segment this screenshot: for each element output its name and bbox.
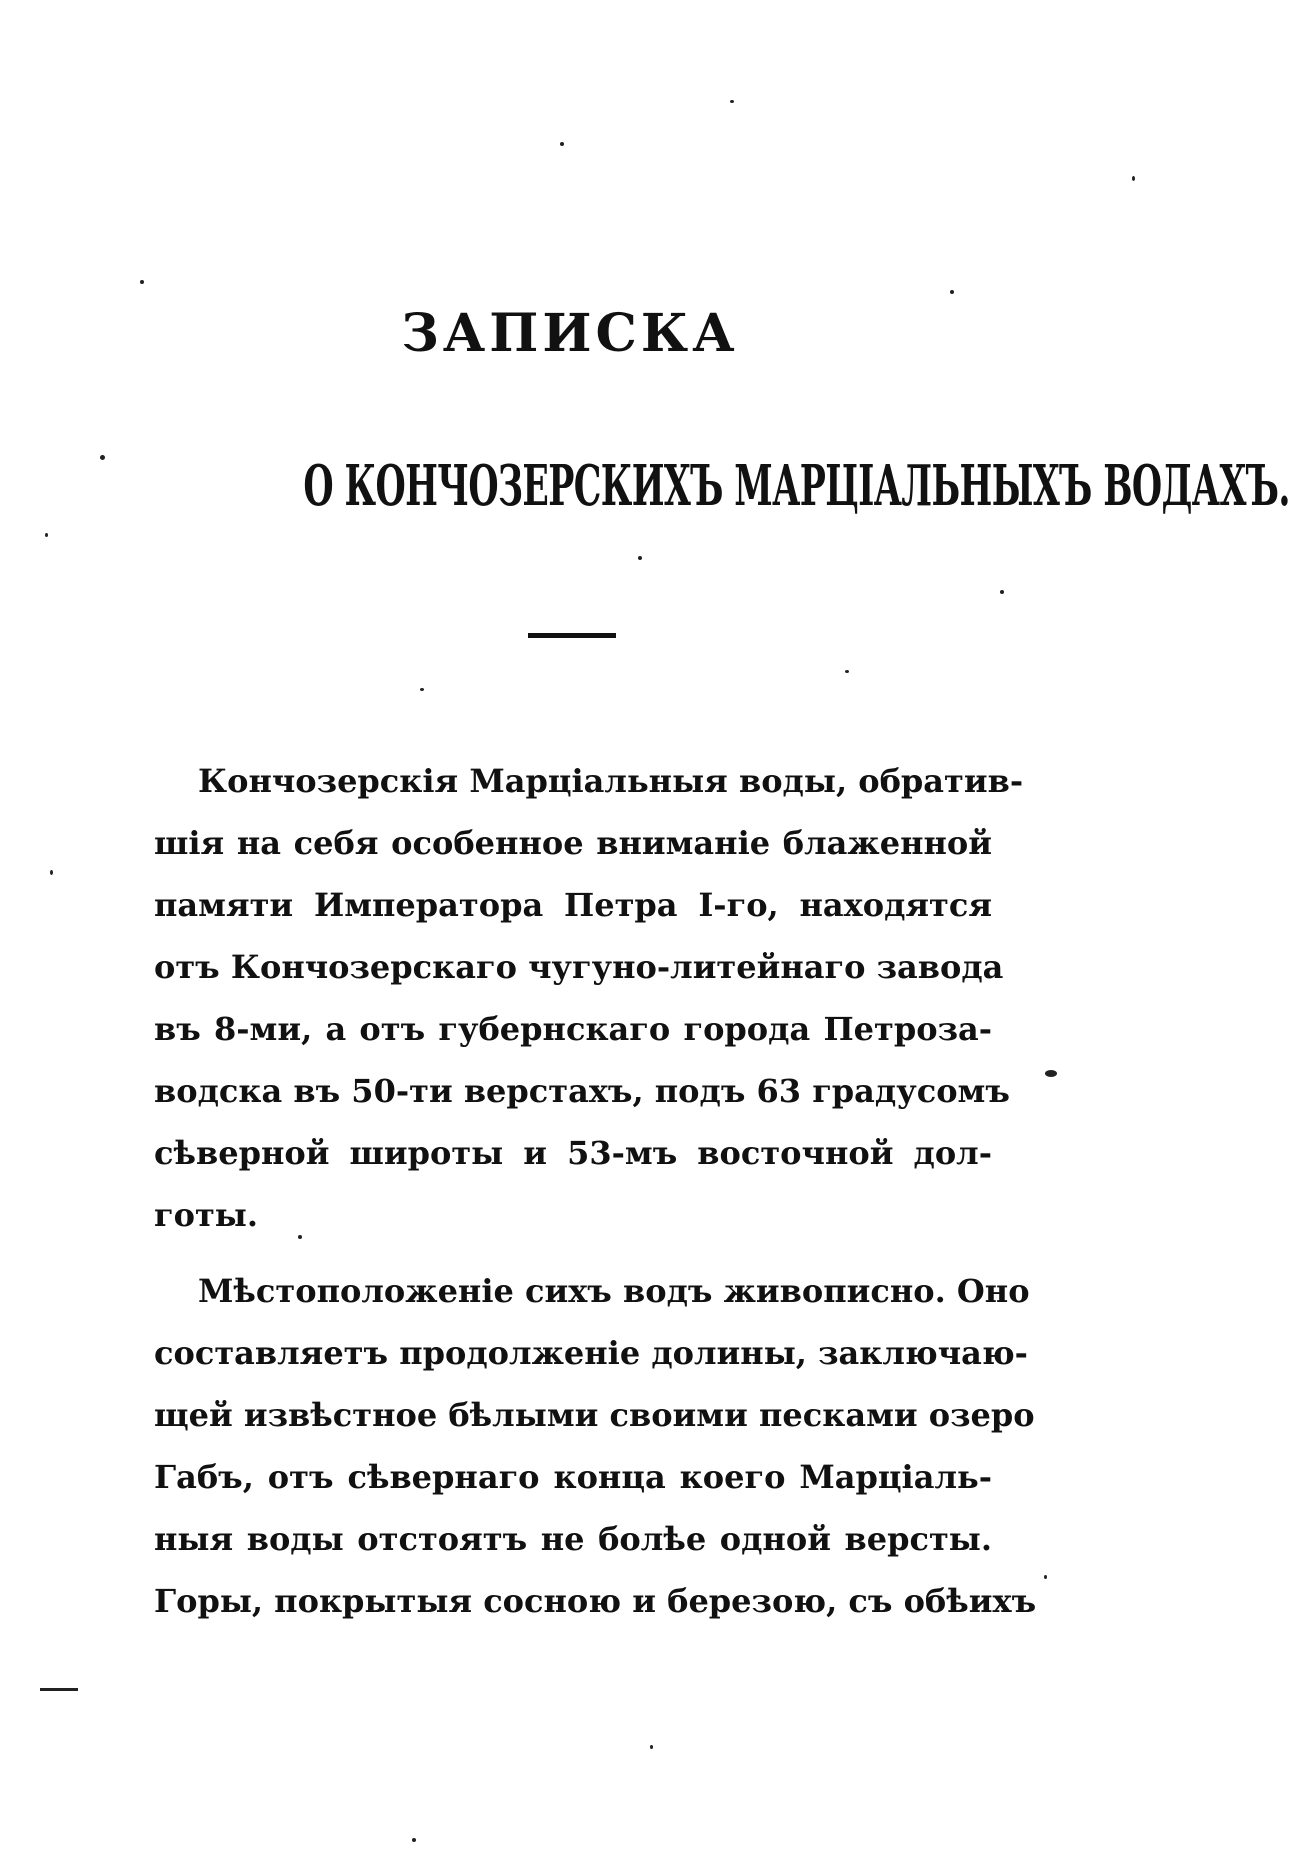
print-speck bbox=[1132, 176, 1135, 181]
print-speck bbox=[730, 100, 734, 103]
text-line: ныя воды отстоятъ не болѣе одной версты. bbox=[154, 1520, 992, 1558]
text-line: Кончозерскія Марціальныя воды, обратив- bbox=[198, 762, 1024, 800]
paragraph-1 bbox=[154, 750, 1024, 1246]
print-speck bbox=[1000, 590, 1004, 594]
document-title: ЗАПИСКА bbox=[401, 303, 739, 364]
document-subtitle: О КОНЧОЗЕРСКИХЪ МАРЦІАЛЬНЫХЪ ВОДАХЪ. bbox=[303, 453, 1290, 519]
text-line: сѣверной широты и 53-мъ восточной дол- bbox=[154, 1134, 992, 1172]
text-line: Горы, покрытыя сосною и березою, съ обѣихъ bbox=[154, 1582, 1037, 1620]
text-line: шія на себя особенное вниманіе блаженной bbox=[154, 824, 992, 862]
print-speck bbox=[560, 142, 564, 146]
print-speck bbox=[650, 1745, 653, 1749]
text-line: готы. bbox=[154, 1196, 258, 1234]
print-speck bbox=[298, 1235, 302, 1239]
print-speck bbox=[50, 870, 53, 875]
body-text bbox=[154, 750, 1037, 1632]
print-speck bbox=[638, 556, 642, 560]
print-speck bbox=[1045, 1070, 1057, 1077]
text-line: памяти Императора Петра I-го, находятся bbox=[154, 886, 992, 924]
print-speck bbox=[1044, 1575, 1047, 1579]
text-line: Мѣстоположеніе сихъ водъ живописно. Оно bbox=[198, 1272, 1030, 1310]
print-speck bbox=[845, 670, 849, 673]
print-speck bbox=[100, 455, 105, 460]
text-line: водска въ 50-ти верстахъ, подъ 63 градусомъ bbox=[154, 1072, 1010, 1110]
text-line: въ 8-ми, а отъ губернскаго города Петроза- bbox=[154, 1010, 992, 1048]
text-line: Габъ, отъ сѣвернаго конца коего Марціаль- bbox=[154, 1458, 992, 1496]
print-speck bbox=[45, 533, 48, 537]
paragraph-2 bbox=[154, 1260, 1037, 1632]
text-line: щей извѣстное бѣлыми своими песками озеро bbox=[154, 1396, 1035, 1434]
print-speck bbox=[420, 688, 424, 691]
print-mark bbox=[40, 1688, 78, 1691]
print-speck bbox=[140, 280, 144, 284]
print-speck bbox=[412, 1838, 416, 1842]
text-line: отъ Кончозерскаго чугуно-литейнаго завода bbox=[154, 948, 1004, 986]
title-divider bbox=[528, 633, 616, 638]
print-speck bbox=[950, 290, 954, 294]
text-line: составляетъ продолженіе долины, заключаю- bbox=[154, 1334, 1028, 1372]
